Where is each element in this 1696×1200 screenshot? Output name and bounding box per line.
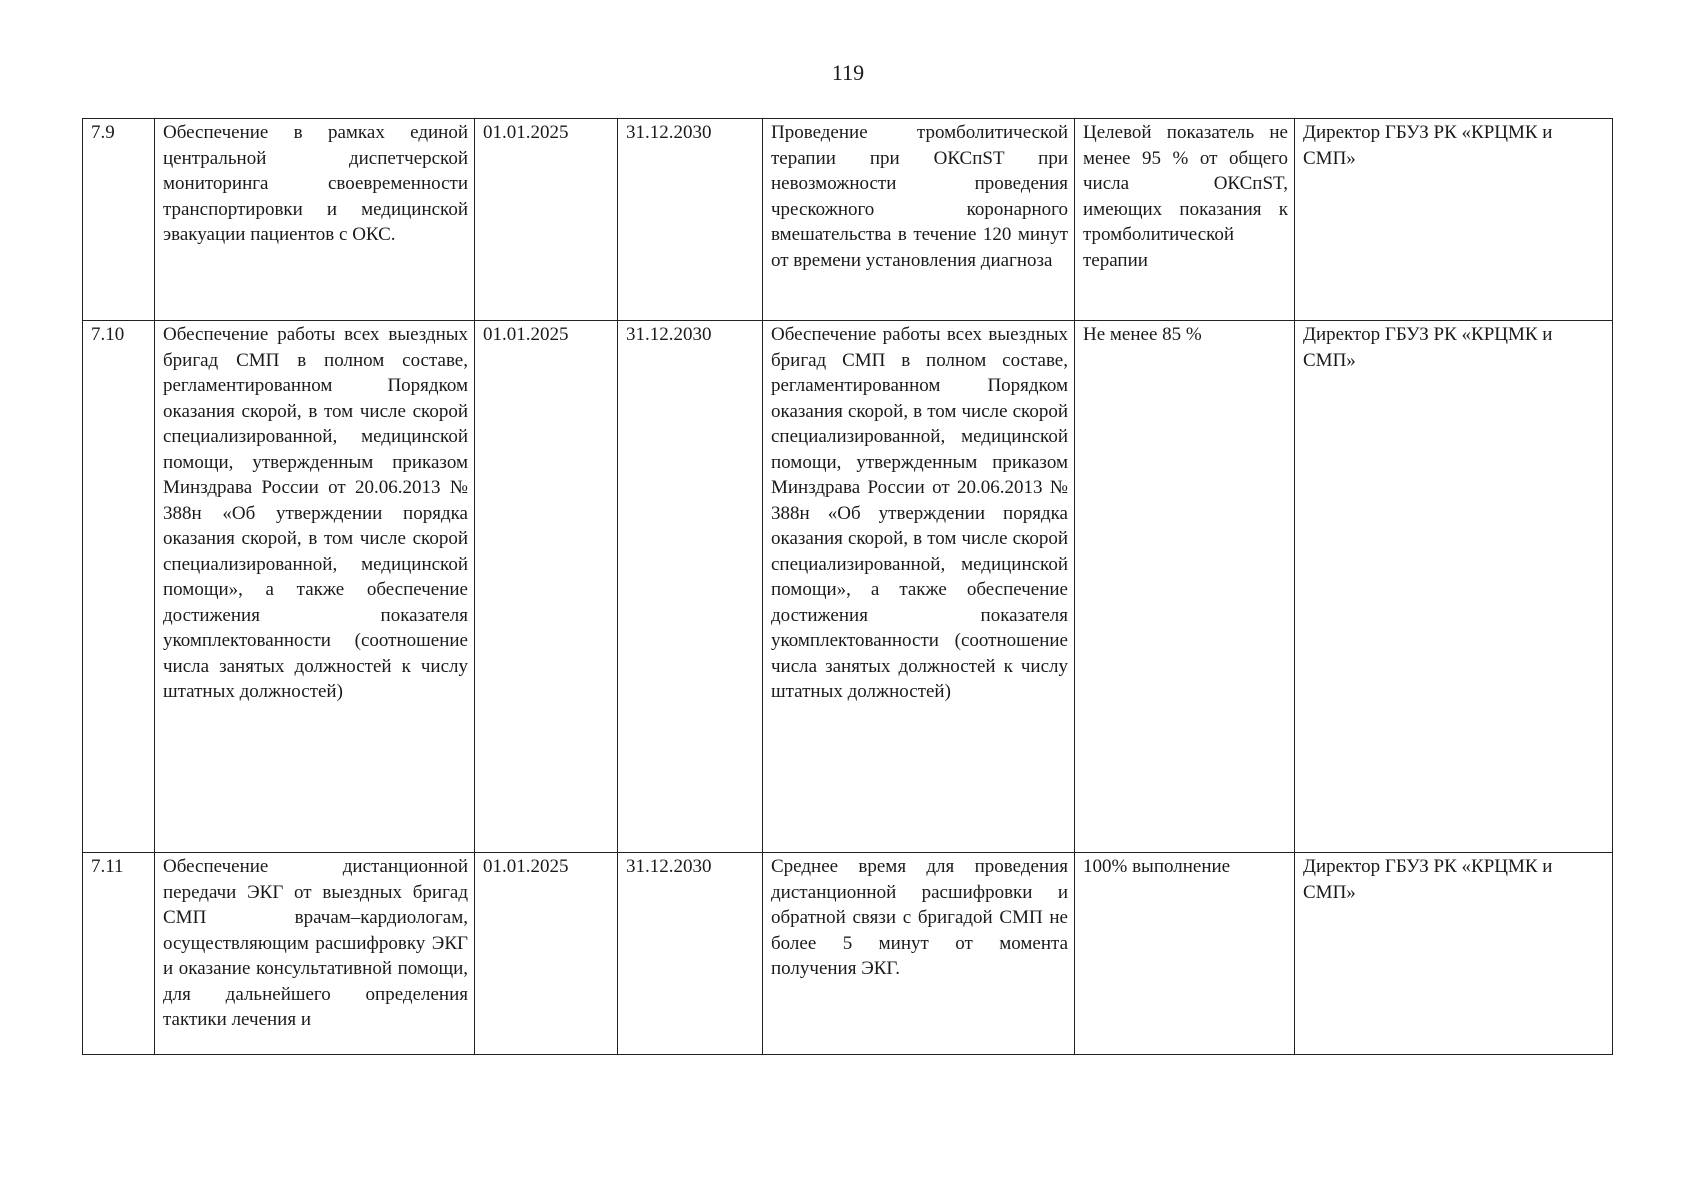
table-row bbox=[83, 853, 1613, 1055]
responsible-cell: Директор ГБУЗ РК «КРЦМК и СМП» bbox=[1295, 853, 1613, 1055]
result-cell: Проведение тромболитической терапии при ОКСпST при невозможности проведения чрескожного коронарного вмешательства в течение 120 минут от времени установления диагноза bbox=[763, 119, 1075, 321]
indicator-cell: Не менее 85 % bbox=[1075, 321, 1295, 853]
row-number: 7.11 bbox=[83, 853, 155, 1055]
result-cell: Обеспечение работы всех выездных бригад СМП в полном составе, регламентированном Порядком оказания скорой, в том числе скорой специализированной, медицинской помощи, утвержденным приказом Минздрава России от 20.06.2013 № 388н «Об утверждении порядка оказания скорой, в том числе скорой специализированной, медицинской помощи», а также обеспечение достижения показателя укомплектованности (соотношение числа занятых должностей к числу штатных должностей) bbox=[763, 321, 1075, 853]
end-date-cell: 31.12.2030 bbox=[618, 853, 763, 1055]
end-date-cell: 31.12.2030 bbox=[618, 119, 763, 321]
action-cell: Обеспечение дистанционной передачи ЭКГ от выездных бригад СМП врачам–кардиологам, осуществляющим расшифровку ЭКГ и оказание консультативной помощи, для дальнейшего определения тактики лечения и bbox=[155, 853, 475, 1055]
measures-table bbox=[82, 118, 1613, 1055]
table-row bbox=[83, 321, 1613, 853]
end-date-cell: 31.12.2030 bbox=[618, 321, 763, 853]
responsible-cell: Директор ГБУЗ РК «КРЦМК и СМП» bbox=[1295, 119, 1613, 321]
indicator-cell: Целевой показатель не менее 95 % от общего числа ОКСпST, имеющих показания к тромболитической терапии bbox=[1075, 119, 1295, 321]
page-number: 119 bbox=[831, 60, 865, 85]
action-cell: Обеспечение в рамках единой центральной диспетчерской мониторинга своевременности транспортировки и медицинской эвакуации пациентов с ОКС. bbox=[155, 119, 475, 321]
action-cell: Обеспечение работы всех выездных бригад СМП в полном составе, регламентированном Порядком оказания скорой, в том числе скорой специализированной, медицинской помощи, утвержденным приказом Минздрава России от 20.06.2013 № 388н «Об утверждении порядка оказания скорой, в том числе скорой специализированной, медицинской помощи», а также обеспечение достижения показателя укомплектованности (соотношение числа занятых должностей к числу штатных должностей) bbox=[155, 321, 475, 853]
row-number: 7.9 bbox=[83, 119, 155, 321]
table-row bbox=[83, 119, 1613, 321]
start-date-cell: 01.01.2025 bbox=[475, 321, 618, 853]
row-number: 7.10 bbox=[83, 321, 155, 853]
result-cell: Среднее время для проведения дистанционной расшифровки и обратной связи с бригадой СМП не более 5 минут от момента получения ЭКГ. bbox=[763, 853, 1075, 1055]
start-date-cell: 01.01.2025 bbox=[475, 853, 618, 1055]
indicator-cell: 100% выполнение bbox=[1075, 853, 1295, 1055]
start-date-cell: 01.01.2025 bbox=[475, 119, 618, 321]
responsible-cell: Директор ГБУЗ РК «КРЦМК и СМП» bbox=[1295, 321, 1613, 853]
